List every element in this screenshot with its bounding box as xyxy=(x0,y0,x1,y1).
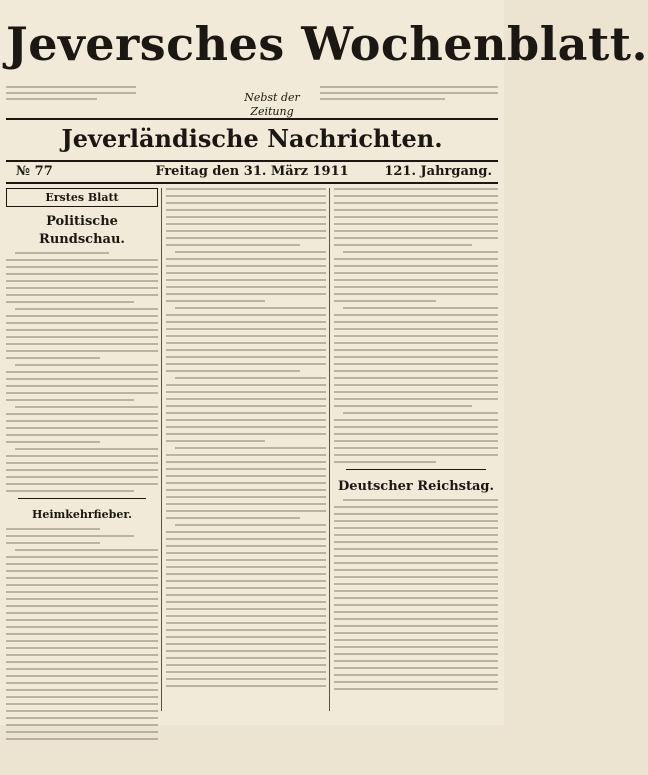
supplement-label: Nebst der Zeitung xyxy=(244,91,300,118)
publication-notice-right xyxy=(320,86,498,116)
serial-title: Heimkehrfieber. xyxy=(32,508,132,521)
publication-notice-left xyxy=(6,86,136,116)
column-divider xyxy=(329,188,330,711)
masthead-title: Jeversches Wochenblatt. xyxy=(6,17,648,71)
masthead-rule xyxy=(6,118,498,120)
column-divider xyxy=(161,188,162,711)
section-title: Politische Rundschau. xyxy=(39,214,125,247)
sheet-label: Erstes Blatt xyxy=(6,188,158,207)
section-title: Deutscher Reichstag. xyxy=(337,479,495,494)
column-right xyxy=(334,188,498,711)
column-left xyxy=(6,188,158,711)
subhead-title: Jeverländische Nachrichten. xyxy=(61,124,443,153)
dateline-bar xyxy=(6,160,498,184)
body-text-placeholder xyxy=(166,188,326,711)
issue-number: № 77 xyxy=(16,164,53,179)
volume-label: 121. Jahrgang. xyxy=(384,164,492,179)
issue-date: Freitag den 31. März 1911 xyxy=(155,164,349,179)
body-text-placeholder xyxy=(6,252,158,775)
body-text-placeholder xyxy=(334,188,498,711)
column-middle xyxy=(166,188,326,711)
